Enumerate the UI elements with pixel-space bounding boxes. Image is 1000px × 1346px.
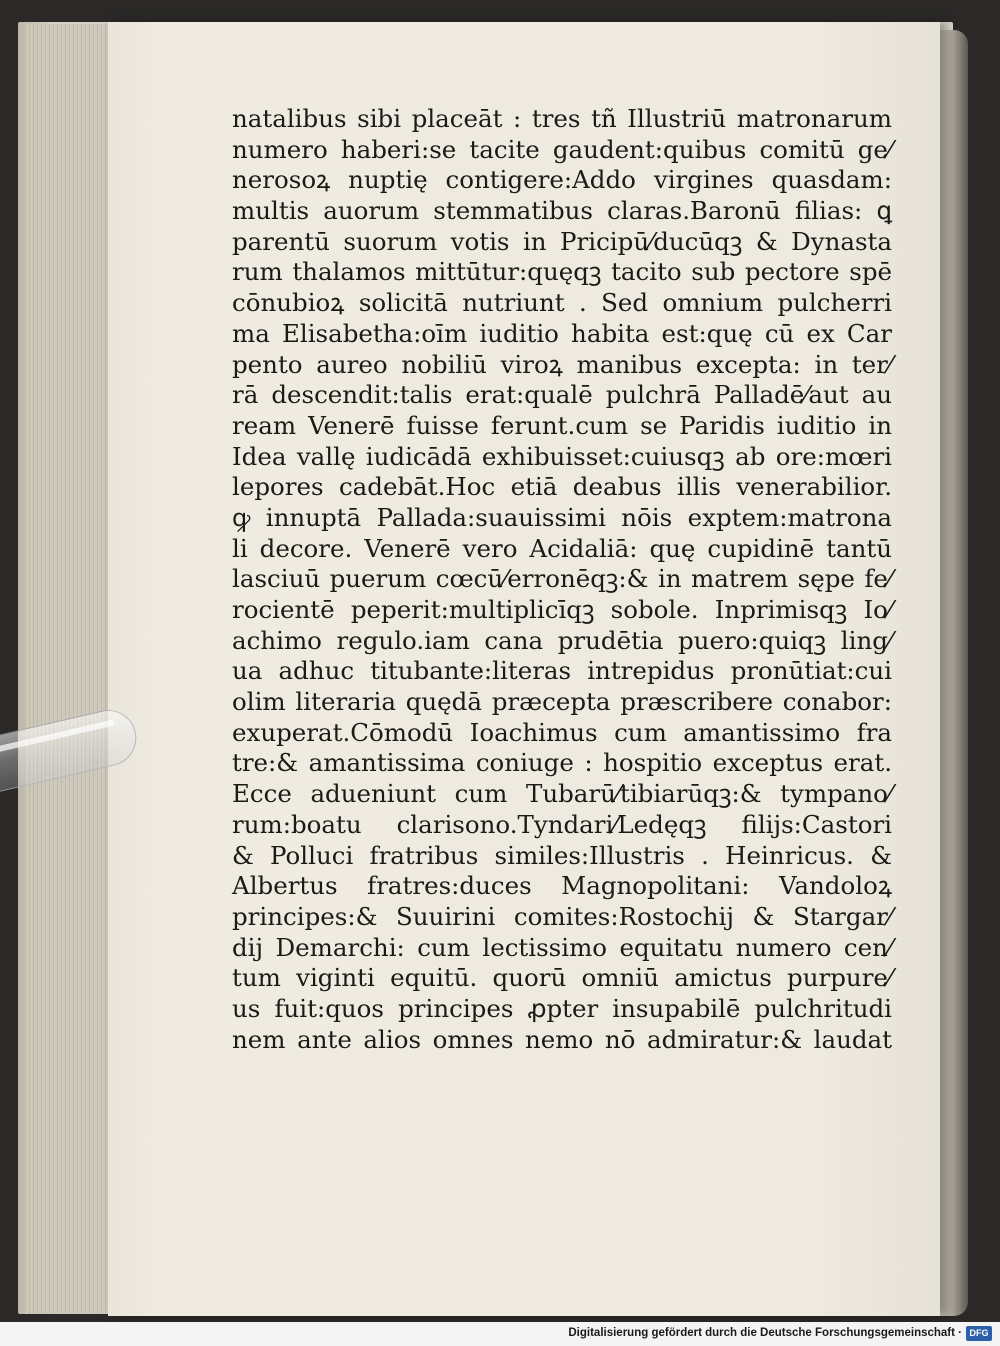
text-line: pento aureo nobiliū viroꝝ manibus excepta: in ter⁄	[232, 349, 892, 379]
text-line: & Polluci fratribus similes:Illustris . Heinricus. &	[232, 840, 892, 870]
text-line: achimo regulo.iam cana prudētia puero:quiqꝫ ling⁄	[232, 625, 892, 655]
text-line: nerosoꝝ nuptię contigere:Addo virgines quasdam:	[232, 165, 892, 195]
text-line: cōnubioꝝ solicitā nutriunt . Sed omnium pulcherri	[232, 288, 892, 318]
text-line: li decore. Venerē vero Acidaliā: quę cupidinē tantū	[232, 533, 892, 563]
dfg-logo-icon: DFG	[966, 1326, 992, 1341]
text-line: Idea vallę iudicādā exhibuisset:cuiusqꝫ ab ore:mœri	[232, 441, 892, 471]
footer-bar	[0, 1322, 1000, 1346]
text-line: ream Venerē fuisse ferunt.cum se Paridis iuditio in	[232, 410, 892, 440]
text-line: dij Demarchi: cum lectissimo equitatu numero cen⁄	[232, 932, 892, 962]
text-line: tum viginti equitū. quorū omniū amictus purpure⁄	[232, 963, 892, 993]
text-line: Ecce adueniunt cum Tubarū⁄tibiarūqꝫ:& tympano⁄	[232, 779, 892, 809]
text-line: olim literaria quędā præcepta præscribere conabor:	[232, 687, 892, 717]
text-line: us fuit:quos principes ꝓpter insupabilē pulchritudi	[232, 993, 892, 1023]
text-line: lasciuū puerum cœcū⁄erronēqꝫ:& in matrem sępe fe⁄	[232, 564, 892, 594]
text-line: exuperat.Cōmodū Ioachimus cum amantissimo fra	[232, 717, 892, 747]
page-curl	[938, 30, 968, 1316]
text-line: numero haberi:se tacite gaudent:quibus comitū ge⁄	[232, 134, 892, 164]
text-line: multis auorum stemmatibus claras.Baronū filias: ꝗ	[232, 196, 892, 226]
text-line: parentū suorum votis in Pricipū⁄ducūqꝫ & Dynasta	[232, 226, 892, 256]
text-line: nem ante alios omnes nemo nō admiratur:& laudat	[232, 1024, 892, 1054]
text-line: natalibus sibi placeāt : tres tñ Illustriū matronarum	[232, 104, 892, 133]
text-line: rum thalamos mittūtur:quęqꝫ tacito sub pectore spē	[232, 257, 892, 287]
page-edges	[26, 24, 114, 1314]
text-line: ua adhuc titubante:literas intrepidus pronūtiat:cui	[232, 656, 892, 686]
text-line: rocientē peperit:multiplicīqꝫ sobole. Inprimisqꝫ Io⁄	[232, 595, 892, 624]
text-line: principes:& Suuirini comites:Rostochij & Stargar⁄	[232, 901, 892, 931]
text-line: rum:boatu clarisono.Tyndari⁄Ledęqꝫ filijs:Castori	[232, 809, 892, 839]
funding-credit: Digitalisierung gefördert durch die Deutsche Forschungsgemeinschaft ·	[568, 1327, 962, 1339]
text-line: rā descendit:talis erat:qualē pulchrā Palladē⁄aut au	[232, 380, 892, 410]
text-line: lepores cadebāt.Hoc etiā deabus illis venerabilior.	[232, 472, 892, 502]
text-line: ꝙ innuptā Pallada:suauissimi nōis exptem:matrona	[232, 502, 892, 532]
text-block	[232, 104, 892, 1055]
text-line: Albertus fratres:duces Magnopolitani: Vandoloꝝ	[232, 871, 892, 901]
text-line: tre:& amantissima coniuge : hospitio exceptus erat.	[232, 748, 892, 778]
text-line: ma Elisabetha:oīm iuditio habita est:quę cū ex Car	[232, 318, 892, 348]
